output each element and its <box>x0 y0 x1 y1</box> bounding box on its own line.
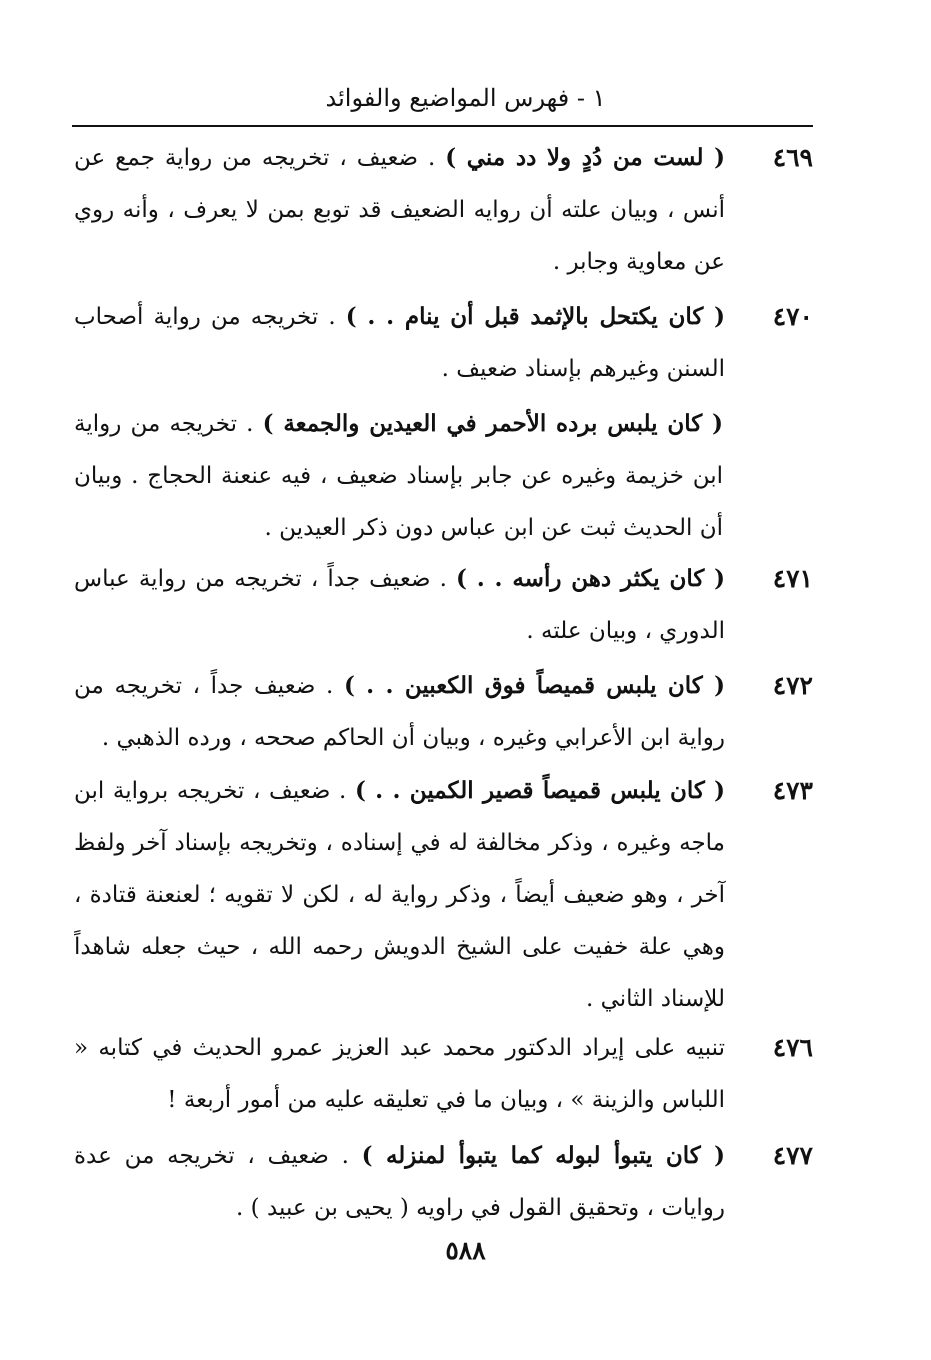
entry-text <box>74 132 725 288</box>
entry-hadith-text: ( كان يكثر دهن رأسه . . ) <box>456 565 725 592</box>
entry-text <box>74 1130 725 1234</box>
entry-description: . ضعيف جداً ، تخريجه من رواية عباس الدوري ، وبيان علته . <box>74 566 725 644</box>
entry-number: ٤٧٢ <box>772 671 813 700</box>
entry-hadith-text: ( لست من دُدٍ ولا دد مني ) <box>445 144 725 171</box>
entry-description: . ضعيف ، تخريجه من رواية جمع عن أنس ، وبيان علته أن روايه الضعيف قد توبع بمن لا يعرف ، وأنه روي عن معاوية وجابر . <box>74 145 725 275</box>
entry-text <box>74 553 725 657</box>
entry-hadith-text: ( كان يلبس قميصاً قصير الكمين . . ) <box>354 777 725 804</box>
entry-text <box>74 660 725 764</box>
entry-hadith-text: ( كان يكتحل بالإثمد قبل أن ينام . . ) <box>345 303 725 330</box>
entry-number: ٤٧٠ <box>772 302 813 331</box>
entry-description: . تخريجه من رواية ابن خزيمة وغيره عن جابر بإسناد ضعيف ، فيه عنعنة الحجاج . وبيان أن الحديث ثبت عن ابن عباس دون ذكر العيدين . <box>74 411 723 541</box>
page-number: ٥٨٨ <box>445 1236 486 1265</box>
entry-number: ٤٧٦ <box>772 1033 813 1062</box>
entry-description: . ضعيف ، تخريجه برواية ابن ماجه وغيره ، وذكر مخالفة له في إسناده ، وتخريجه بإسناد آخر ولفظ آخر ، وهو ضعيف أيضاً ، وذكر رواية له ، لكن لا تقويه ؛ لعنعنة قتادة ، وهي علة خفيت على الشيخ الدويش رحمه الله ، حيث جعله شاهداً للإسناد الثاني . <box>74 778 725 1012</box>
header-divider <box>72 125 813 127</box>
entry-number: ٤٦٩ <box>772 143 813 172</box>
entry-text <box>74 765 725 1025</box>
entry-number: ٤٧٣ <box>772 776 813 805</box>
entry-description: تنبيه على إيراد الدكتور محمد عبد العزيز عمرو الحديث في كتابه « اللباس والزينة » ، وبيان ما في تعليقه عليه من أمور أربعة ! <box>74 1035 725 1113</box>
entry-hadith-text: ( كان يلبس قميصاً فوق الكعبين . . ) <box>343 672 725 699</box>
entry-text <box>74 291 725 395</box>
entry-number: ٤٧١ <box>772 564 813 593</box>
entry-description: . تخريجه من رواية أصحاب السنن وغيرهم بإسناد ضعيف . <box>74 304 725 382</box>
entry-number: ٤٧٧ <box>772 1141 813 1170</box>
entry-hadith-text: ( كان يلبس برده الأحمر في العيدين والجمعة ) <box>262 410 723 437</box>
entry-text <box>74 1022 725 1126</box>
entry-description: . ضعيف ، تخريجه من عدة روايات ، وتحقيق القول في راويه ( يحيى بن عبيد ) . <box>74 1143 725 1221</box>
entry-description: . ضعيف جداً ، تخريجه من رواية ابن الأعرابي وغيره ، وبيان أن الحاكم صححه ، ورده الذهبي . <box>74 673 725 751</box>
page-header-title: ١ - فهرس المواضيع والفوائد <box>325 84 606 112</box>
entry-text <box>74 398 723 554</box>
entry-hadith-text: ( كان يتبوأ لبوله كما يتبوأ لمنزله ) <box>361 1142 725 1169</box>
